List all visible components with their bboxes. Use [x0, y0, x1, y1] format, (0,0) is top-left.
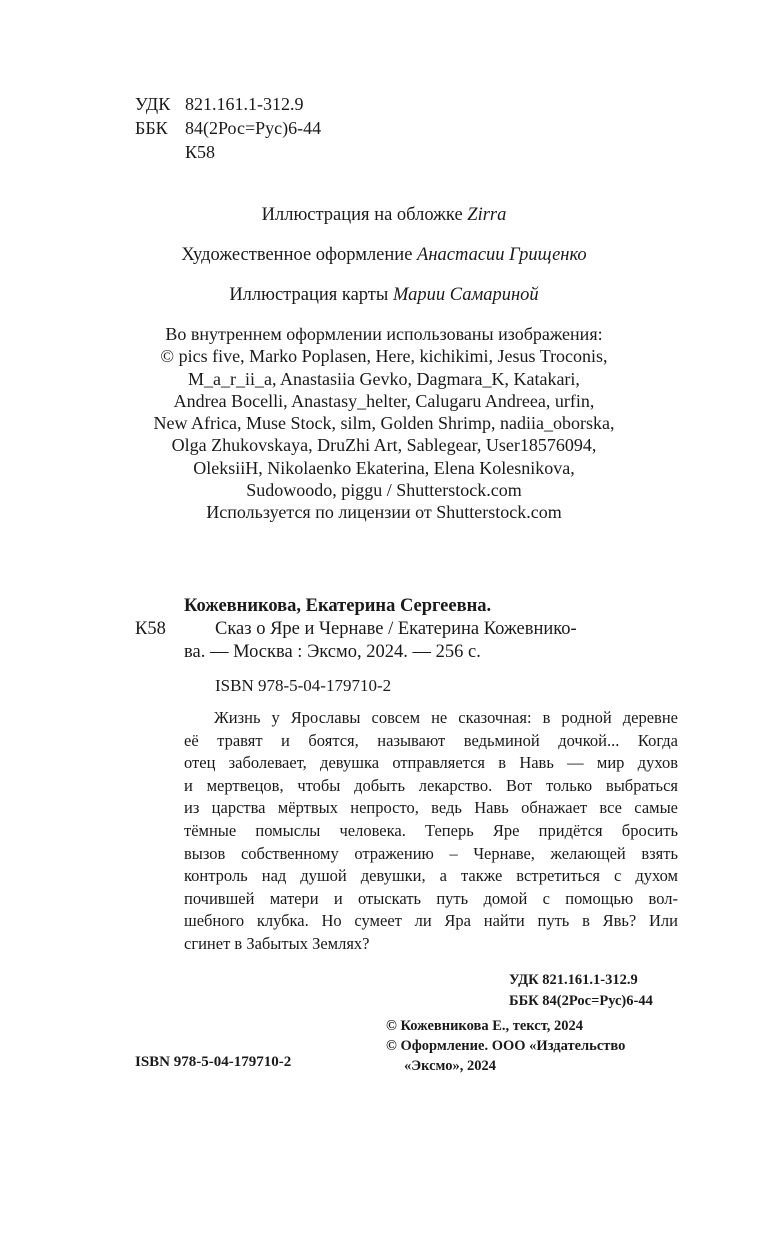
catalog-title-line2: ва. — Москва : Эксмо, 2024. — 256 с.	[184, 642, 481, 662]
footer-bbk: ББК 84(2Рос=Рус)6-44	[509, 993, 653, 1009]
design-name: Анастасии Грищенко	[417, 245, 587, 265]
author-sign-row	[135, 140, 321, 164]
design-credit	[0, 245, 768, 266]
annotation	[184, 707, 678, 956]
udk-value: 821.161.1-312.9	[185, 94, 304, 114]
footer-codes	[509, 970, 653, 1012]
copyright-block	[386, 1016, 625, 1076]
author-sign-value: К58	[185, 142, 216, 162]
bbk-row	[135, 116, 321, 140]
cover-name: Zirra	[467, 205, 507, 225]
cover-label: Иллюстрация на обложке	[261, 205, 463, 225]
cover-illustration-credit	[0, 205, 768, 226]
credits-line: New Africa, Muse Stock, silm, Golden Shrimp, nadiia_oborska,	[153, 413, 615, 434]
annotation-line: и мертвецов, чтобы добыть лекарство. Вот только выбраться	[184, 775, 678, 795]
credits-line: M_a_r_ii_a, Anastasiia Gevko, Dagmara_K, Katakari,	[188, 368, 580, 389]
map-credit	[0, 285, 768, 306]
credits-line: Во внутреннем оформлении использованы изображения:	[165, 324, 603, 344]
annotation-line: сгинет в Забытых Землях?	[184, 933, 370, 953]
annotation-line: вызов собственному отражению – Чернаве, желающей взять	[184, 843, 678, 863]
credits-line: Olga Zhukovskaya, DruZhi Art, Sablegear, User18576094,	[171, 435, 597, 456]
classification-codes	[135, 92, 321, 164]
annotation-line: шебного клубка. Но сумеет ли Яра найти путь в Явь? Или	[184, 911, 678, 931]
catalog-title-line1: Сказ о Яре и Чернаве / Екатерина Кожевнико-	[215, 619, 577, 639]
credits-line: OleksiiH, Nikolaenko Ekaterina, Elena Kolesnikova,	[193, 457, 575, 478]
credits-line: Sudowoodo, piggu / Shutterstock.com	[246, 480, 522, 501]
image-credits	[0, 323, 768, 524]
footer-isbn: ISBN 978-5-04-179710-2	[135, 1054, 292, 1070]
map-name: Марии Самариной	[392, 285, 539, 305]
copyright-text: © Кожевникова Е., текст, 2024	[386, 1018, 584, 1034]
copyright-design-2: «Эксмо», 2024	[404, 1058, 496, 1074]
annotation-line: тёмные помыслы человека. Теперь Яре придётся бросить	[184, 820, 678, 840]
annotation-line: почившей матери и отыскать путь домой с помощью вол-	[184, 888, 678, 908]
credits-line: Andrea Bocelli, Anastasy_helter, Calugaru Andreea, urfin,	[173, 390, 595, 411]
udk-key: УДК	[135, 94, 171, 114]
catalog-isbn: ISBN 978-5-04-179710-2	[215, 676, 392, 695]
map-label: Иллюстрация карты	[229, 285, 389, 305]
design-label: Художественное оформление	[181, 245, 413, 265]
bbk-key: ББК	[135, 118, 168, 138]
annotation-line: отец заболевает, девушка отправляется в Навь — мир духов	[184, 753, 678, 773]
annotation-line: из царства мёртвых непросто, ведь Навь обнажает все самые	[184, 798, 678, 818]
copyright-design-1: © Оформление. ООО «Издательство	[386, 1038, 626, 1054]
credits-line: © pics five, Marko Poplasen, Here, kichikimi, Jesus Troconis,	[160, 346, 608, 367]
credits-line: Используется по лицензии от Shutterstock.com	[206, 502, 562, 523]
author-sign-key	[135, 140, 185, 164]
annotation-line: её травят и боятся, называют ведьминой дочкой... Когда	[184, 730, 678, 750]
bbk-value: 84(2Рос=Рус)6-44	[185, 118, 322, 138]
annotation-line: контроль над душой девушки, а также встретиться с духом	[184, 866, 678, 886]
footer-udk: УДК 821.161.1-312.9	[509, 972, 638, 988]
catalog-code: К58	[135, 619, 166, 639]
annotation-line: Жизнь у Ярославы совсем не сказочная: в родной деревне	[214, 708, 678, 727]
catalog-author: Кожевникова, Екатерина Сергеевна.	[184, 596, 492, 616]
udk-row	[135, 92, 321, 116]
